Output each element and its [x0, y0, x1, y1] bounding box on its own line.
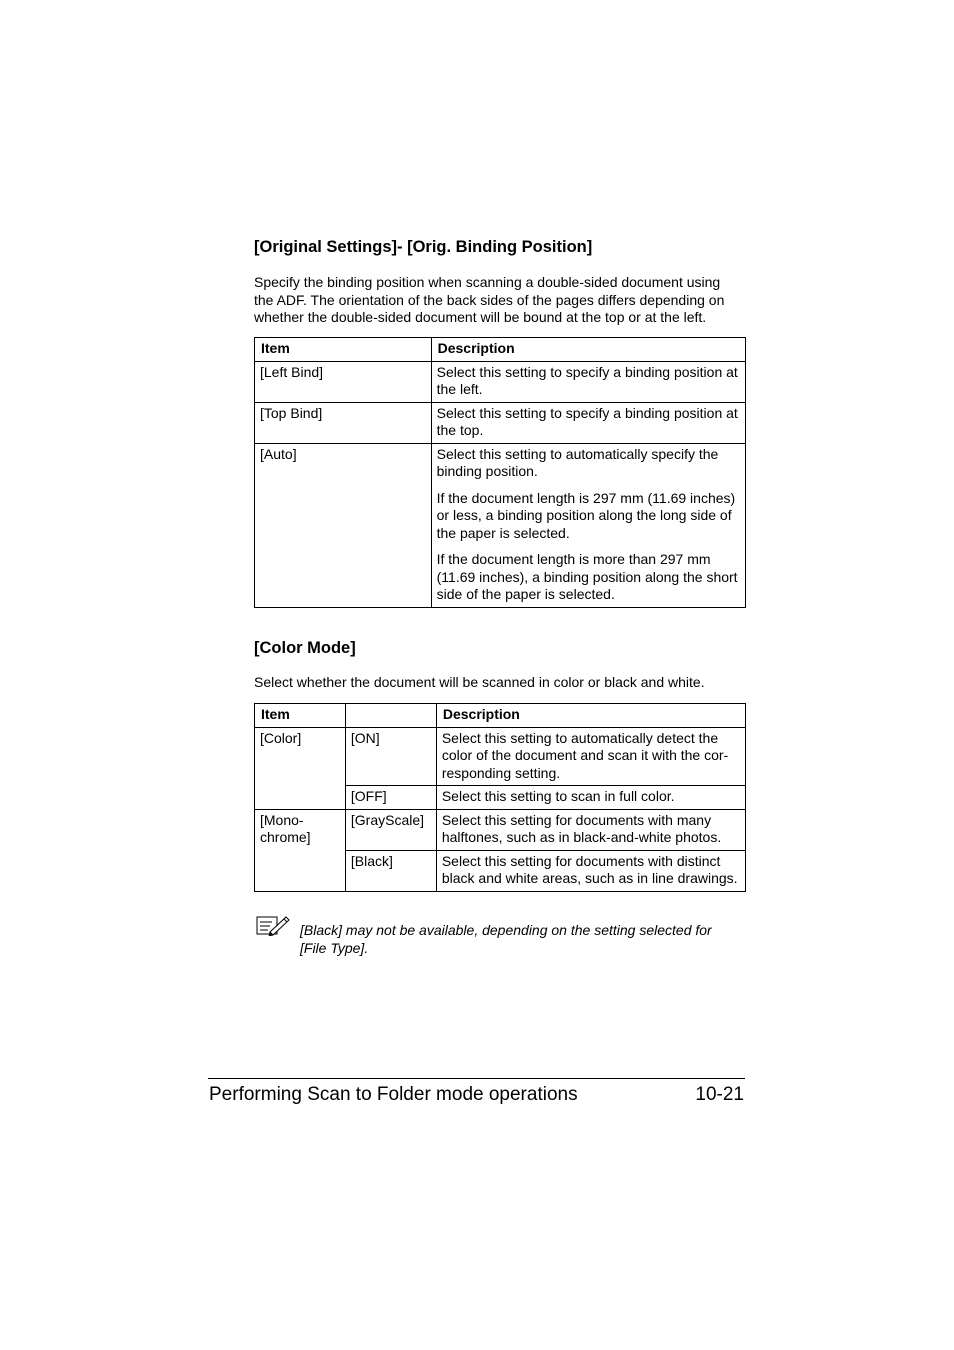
- footer-title: Performing Scan to Folder mode operations: [209, 1084, 578, 1105]
- description-cell: [431, 402, 745, 443]
- column-header-setting: [345, 704, 436, 728]
- description-cell: [431, 443, 745, 607]
- color-mode-table: [254, 703, 746, 892]
- table-row: [255, 361, 746, 402]
- color-mode-intro: Select whether the document will be scanned in color or black and white.: [254, 674, 705, 690]
- column-header-item: Item: [255, 338, 432, 362]
- setting-cell: [OFF]: [345, 786, 436, 810]
- description-text: Select this setting to specify a binding position at the top.: [436, 404, 738, 438]
- item-cell: [Auto]: [255, 443, 432, 607]
- table-row: [255, 809, 746, 850]
- description-cell: [431, 361, 745, 402]
- note-line: [File Type].: [300, 940, 369, 956]
- binding-intro-paragraph: [254, 274, 754, 327]
- item-cell: [Mono-chrome]: [255, 809, 346, 891]
- setting-cell: [ON]: [345, 727, 436, 786]
- note-text: [300, 921, 712, 957]
- note-line: [Black] may not be available, depending on the setting selected for: [300, 922, 712, 938]
- item-cell: [Left Bind]: [255, 361, 432, 402]
- description-text: Select this setting to automatically specify the binding position.: [436, 445, 719, 479]
- table-header-row: [255, 338, 746, 362]
- table-row: [255, 727, 746, 786]
- table-row: [255, 402, 746, 443]
- description-cell: Select this setting to automatically detect the color of the document and scan it with the cor-responding setting.: [436, 727, 745, 786]
- footer-divider: [208, 1078, 745, 1079]
- section-heading-color-mode: [Color Mode]: [254, 639, 356, 657]
- description-text: If the document length is more than 297 mm (11.69 inches), a binding position along the short side of the paper is selected.: [436, 551, 738, 602]
- item-cell: [Color]: [255, 727, 346, 809]
- description-cell: Select this setting for documents with many halftones, such as in black-and-white photos.: [436, 809, 745, 850]
- setting-cell: [Black]: [345, 850, 436, 891]
- table-header-row: [255, 704, 746, 728]
- item-cell: [Top Bind]: [255, 402, 432, 443]
- column-header-description: Description: [431, 338, 745, 362]
- column-header-item: Item: [255, 704, 346, 728]
- intro-line: whether the double-sided document will be bound at the top or at the left.: [254, 309, 707, 325]
- intro-line: the ADF. The orientation of the back sides of the pages differs depending on: [254, 291, 725, 308]
- description-text: If the document length is 297 mm (11.69 inches) or less, a binding position along the long side of the paper is selected.: [436, 489, 736, 541]
- table-row: [255, 443, 746, 607]
- description-text: Select this setting to specify a binding position at the left.: [436, 363, 738, 397]
- intro-line: Specify the binding position when scanning a double-sided document using: [254, 274, 721, 290]
- column-header-description: Description: [436, 704, 745, 728]
- description-cell: Select this setting for documents with distinct black and white areas, such as in line drawings.: [436, 850, 745, 891]
- note-pencil-icon: [256, 914, 290, 936]
- section-heading-binding-position: [Original Settings]- [Orig. Binding Position]: [254, 238, 593, 256]
- page-number: 10-21: [695, 1084, 744, 1105]
- setting-cell: [GrayScale]: [345, 809, 436, 850]
- binding-position-table: [254, 337, 746, 608]
- description-cell: Select this setting to scan in full color.: [436, 786, 745, 810]
